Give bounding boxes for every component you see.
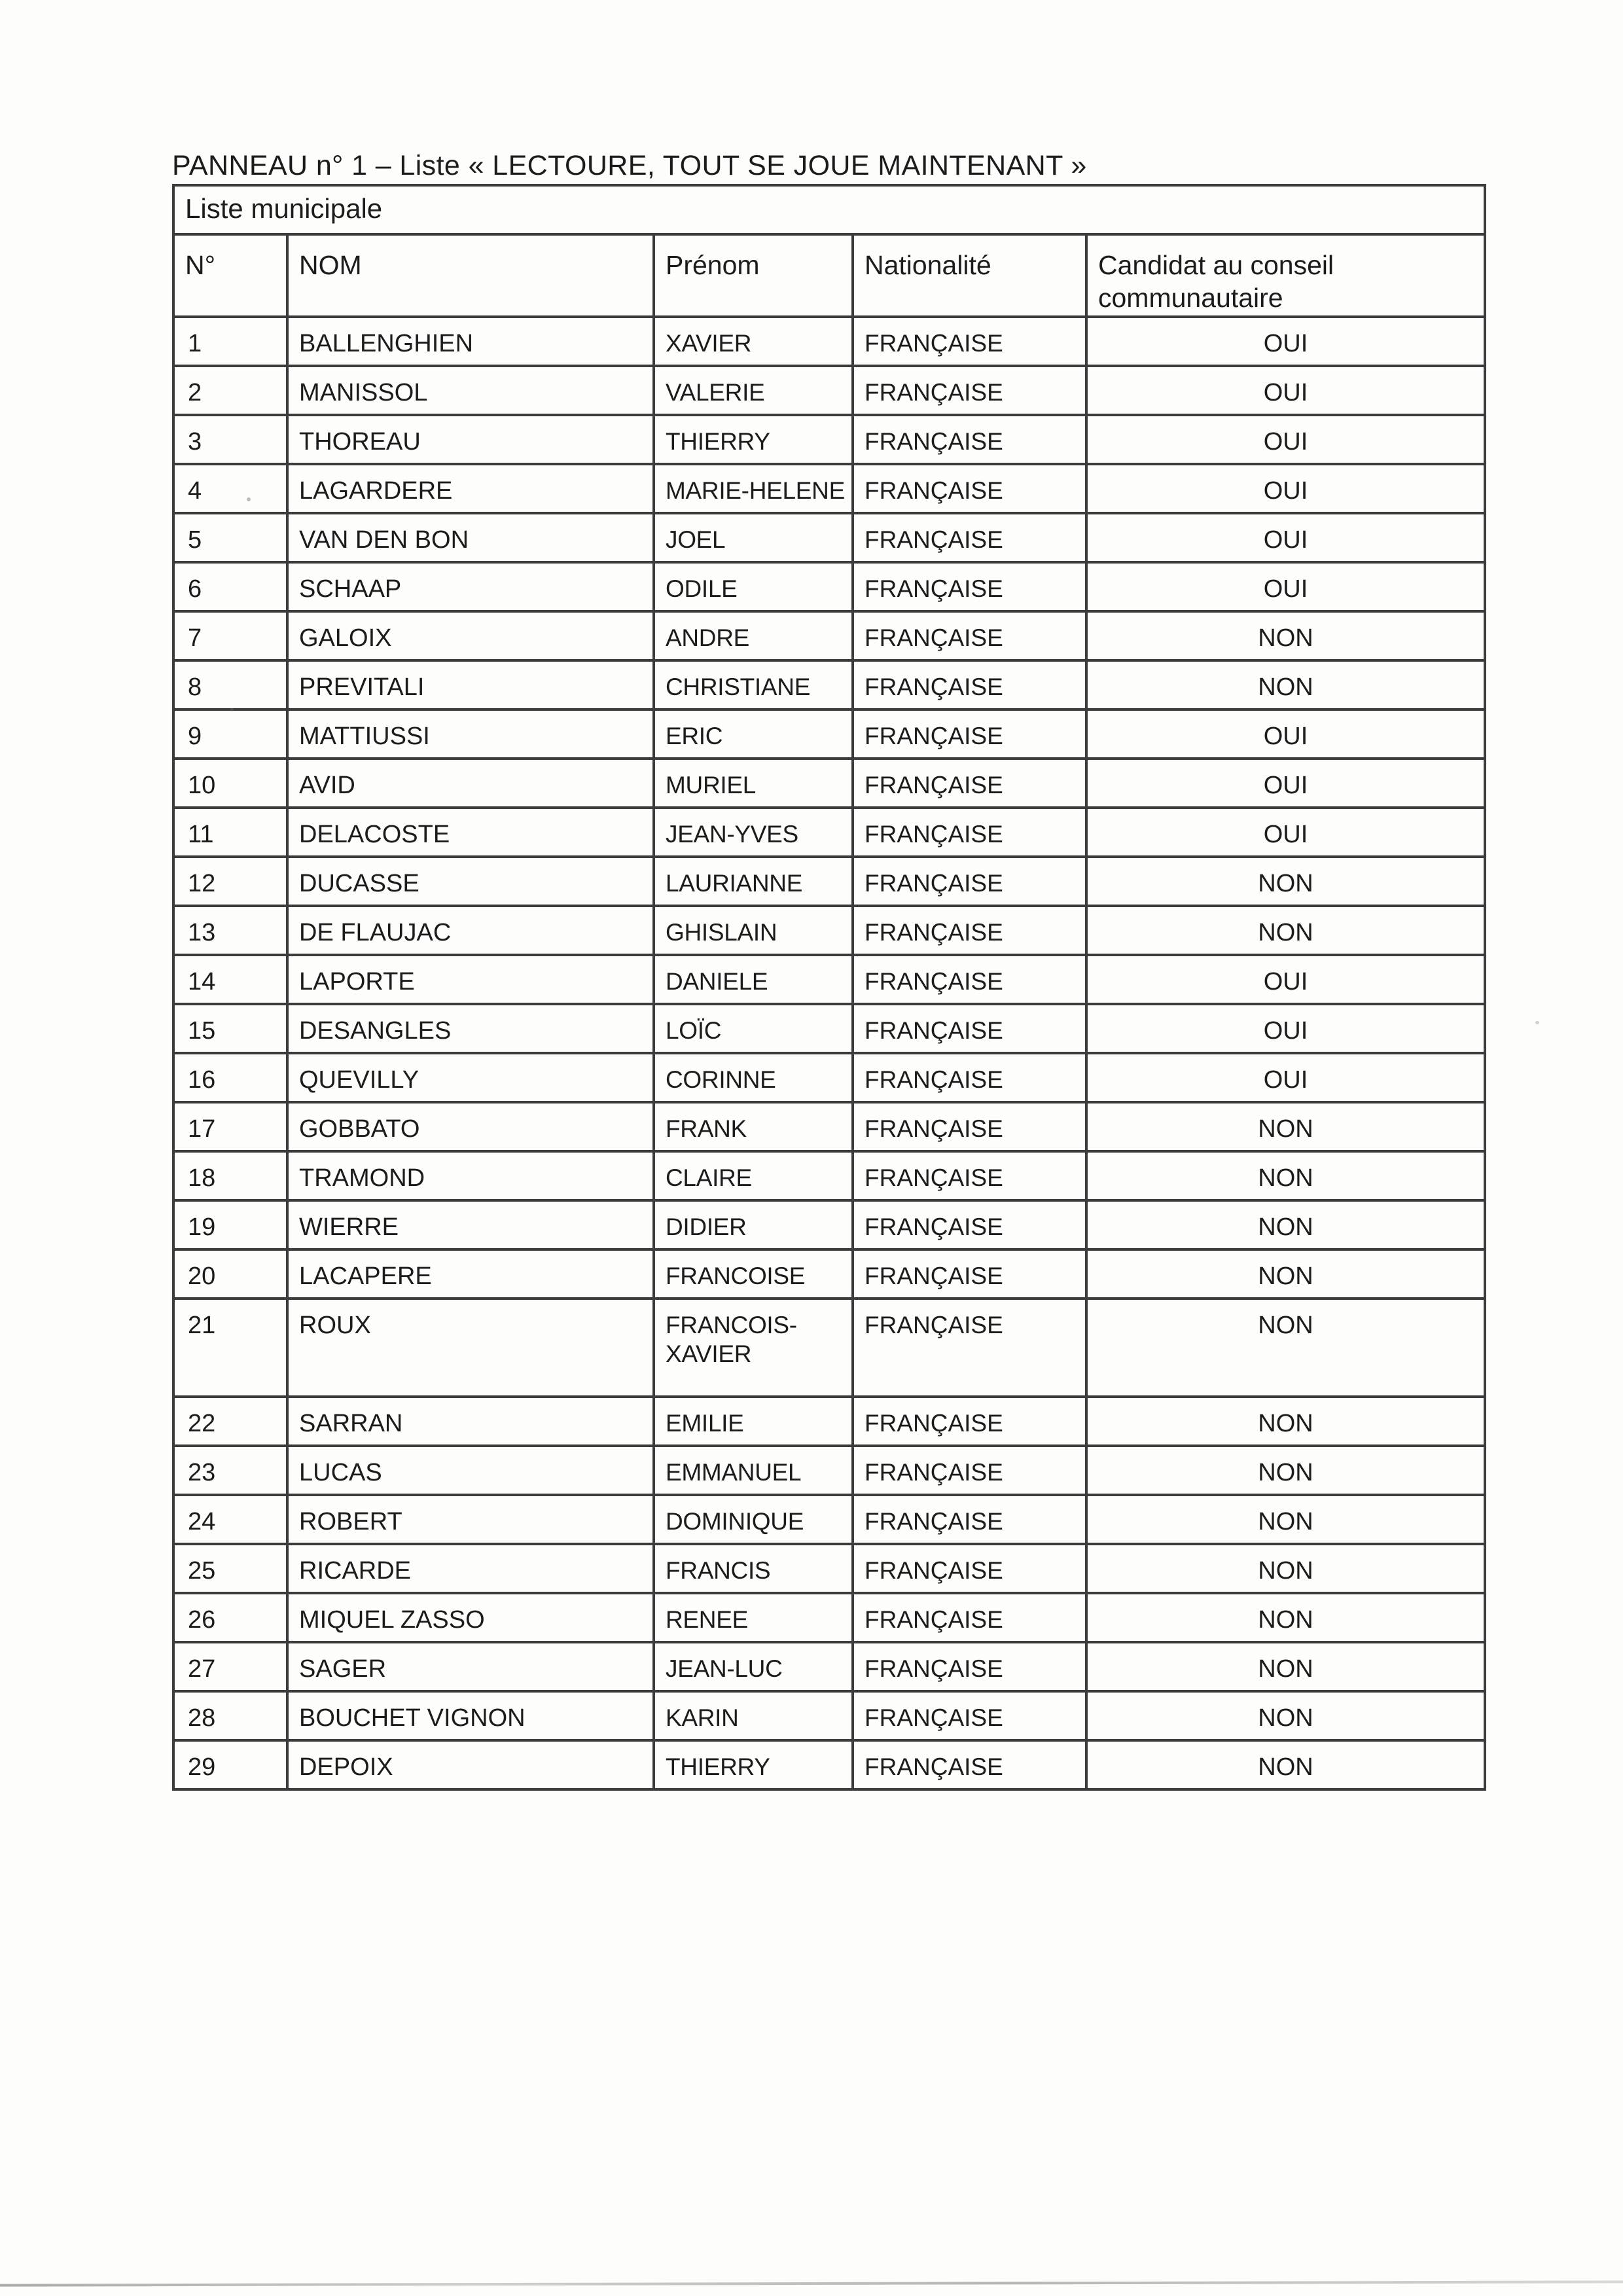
prenom-cell: THIERRY bbox=[654, 415, 853, 464]
candidate-table bbox=[172, 184, 1486, 1791]
nationalite-cell: FRANÇAISE bbox=[853, 1004, 1086, 1053]
row-number-cell: 14 bbox=[173, 955, 287, 1004]
row-number-cell: 9 bbox=[173, 709, 287, 759]
row-number-cell: 17 bbox=[173, 1102, 287, 1151]
nom-cell: MANISSOL bbox=[287, 366, 654, 415]
nationalite-cell: FRANÇAISE bbox=[853, 1299, 1086, 1397]
table-row bbox=[173, 1102, 1485, 1151]
candidat-cell: OUI bbox=[1086, 709, 1485, 759]
row-number-cell: 20 bbox=[173, 1249, 287, 1299]
nationalite-cell: FRANÇAISE bbox=[853, 562, 1086, 611]
candidat-cell: OUI bbox=[1086, 562, 1485, 611]
candidat-cell: NON bbox=[1086, 906, 1485, 955]
row-number-cell: 21 bbox=[173, 1299, 287, 1397]
prenom-cell: FRANCOISE bbox=[654, 1249, 853, 1299]
nationalite-cell: FRANÇAISE bbox=[853, 1200, 1086, 1249]
prenom-cell: CHRISTIANE bbox=[654, 660, 853, 709]
row-number-cell: 2 bbox=[173, 366, 287, 415]
table-caption-row bbox=[173, 185, 1485, 234]
candidat-cell: NON bbox=[1086, 1397, 1485, 1446]
row-number-cell: 13 bbox=[173, 906, 287, 955]
row-number-cell: 16 bbox=[173, 1053, 287, 1102]
nom-cell: BOUCHET VIGNON bbox=[287, 1691, 654, 1740]
scan-artifact-line bbox=[0, 2280, 1623, 2286]
row-number-cell: 10 bbox=[173, 759, 287, 808]
nom-cell: DESANGLES bbox=[287, 1004, 654, 1053]
row-number-cell: 5 bbox=[173, 513, 287, 562]
table-row bbox=[173, 1642, 1485, 1691]
nom-cell: ROBERT bbox=[287, 1495, 654, 1544]
prenom-cell: ANDRE bbox=[654, 611, 853, 660]
row-number-cell: 19 bbox=[173, 1200, 287, 1249]
prenom-cell: MURIEL bbox=[654, 759, 853, 808]
nationalite-cell: FRANÇAISE bbox=[853, 1446, 1086, 1495]
candidat-cell: OUI bbox=[1086, 759, 1485, 808]
nom-cell: LAGARDERE bbox=[287, 464, 654, 513]
nationalite-cell: FRANÇAISE bbox=[853, 1102, 1086, 1151]
row-number-cell: 4 bbox=[173, 464, 287, 513]
prenom-cell: JOEL bbox=[654, 513, 853, 562]
row-number-cell: 15 bbox=[173, 1004, 287, 1053]
table-row bbox=[173, 1740, 1485, 1789]
table-row bbox=[173, 562, 1485, 611]
nationalite-cell: FRANÇAISE bbox=[853, 1151, 1086, 1200]
row-number-cell: 25 bbox=[173, 1544, 287, 1593]
row-number-cell: 23 bbox=[173, 1446, 287, 1495]
candidat-cell: NON bbox=[1086, 1151, 1485, 1200]
nom-cell: AVID bbox=[287, 759, 654, 808]
nom-cell: GALOIX bbox=[287, 611, 654, 660]
row-number-cell: 18 bbox=[173, 1151, 287, 1200]
nationalite-cell: FRANÇAISE bbox=[853, 464, 1086, 513]
page-title: PANNEAU n° 1 – Liste « LECTOURE, TOUT SE JOUE MAINTENANT » bbox=[172, 150, 1087, 181]
candidat-cell: NON bbox=[1086, 1691, 1485, 1740]
candidat-cell: OUI bbox=[1086, 808, 1485, 857]
prenom-cell: LOÏC bbox=[654, 1004, 853, 1053]
nom-cell: PREVITALI bbox=[287, 660, 654, 709]
candidat-cell: NON bbox=[1086, 1495, 1485, 1544]
prenom-cell: ODILE bbox=[654, 562, 853, 611]
table-row bbox=[173, 808, 1485, 857]
nom-cell: GOBBATO bbox=[287, 1102, 654, 1151]
nom-cell: BALLENGHIEN bbox=[287, 317, 654, 366]
candidat-cell: OUI bbox=[1086, 464, 1485, 513]
prenom-cell: ERIC bbox=[654, 709, 853, 759]
table-body bbox=[173, 317, 1485, 1789]
table-row bbox=[173, 759, 1485, 808]
nationalite-cell: FRANÇAISE bbox=[853, 1249, 1086, 1299]
row-number-cell: 26 bbox=[173, 1593, 287, 1642]
scan-speck bbox=[230, 708, 234, 711]
nom-cell: DE FLAUJAC bbox=[287, 906, 654, 955]
table-row bbox=[173, 1691, 1485, 1740]
row-number-cell: 27 bbox=[173, 1642, 287, 1691]
nationalite-cell: FRANÇAISE bbox=[853, 955, 1086, 1004]
col-header-candidat: Candidat au conseil communautaire bbox=[1086, 234, 1485, 317]
table-row bbox=[173, 317, 1485, 366]
prenom-cell: EMILIE bbox=[654, 1397, 853, 1446]
prenom-cell: MARIE-HELENE bbox=[654, 464, 853, 513]
prenom-cell: DANIELE bbox=[654, 955, 853, 1004]
candidat-cell: NON bbox=[1086, 1740, 1485, 1789]
candidat-cell: NON bbox=[1086, 611, 1485, 660]
candidat-cell: NON bbox=[1086, 857, 1485, 906]
nationalite-cell: FRANÇAISE bbox=[853, 513, 1086, 562]
table-row bbox=[173, 1053, 1485, 1102]
nom-cell: MATTIUSSI bbox=[287, 709, 654, 759]
col-header-nom: NOM bbox=[287, 234, 654, 317]
nom-cell: VAN DEN BON bbox=[287, 513, 654, 562]
prenom-cell: THIERRY bbox=[654, 1740, 853, 1789]
nom-cell: QUEVILLY bbox=[287, 1053, 654, 1102]
candidat-cell: NON bbox=[1086, 1102, 1485, 1151]
nationalite-cell: FRANÇAISE bbox=[853, 611, 1086, 660]
candidat-cell: OUI bbox=[1086, 415, 1485, 464]
candidat-cell: NON bbox=[1086, 1249, 1485, 1299]
col-header-prenom: Prénom bbox=[654, 234, 853, 317]
nom-cell: SARRAN bbox=[287, 1397, 654, 1446]
nationalite-cell: FRANÇAISE bbox=[853, 1053, 1086, 1102]
candidat-cell: NON bbox=[1086, 1299, 1485, 1397]
table-header-row bbox=[173, 234, 1485, 317]
nom-cell: LACAPERE bbox=[287, 1249, 654, 1299]
col-header-nationalite: Nationalité bbox=[853, 234, 1086, 317]
row-number-cell: 28 bbox=[173, 1691, 287, 1740]
table-row bbox=[173, 1249, 1485, 1299]
row-number-cell: 6 bbox=[173, 562, 287, 611]
nationalite-cell: FRANÇAISE bbox=[853, 415, 1086, 464]
nationalite-cell: FRANÇAISE bbox=[853, 808, 1086, 857]
nationalite-cell: FRANÇAISE bbox=[853, 1740, 1086, 1789]
row-number-cell: 7 bbox=[173, 611, 287, 660]
prenom-cell: XAVIER bbox=[654, 317, 853, 366]
table-row bbox=[173, 513, 1485, 562]
prenom-cell: RENEE bbox=[654, 1593, 853, 1642]
nom-cell: RICARDE bbox=[287, 1544, 654, 1593]
row-number-cell: 12 bbox=[173, 857, 287, 906]
table-caption: Liste municipale bbox=[173, 185, 1485, 234]
nationalite-cell: FRANÇAISE bbox=[853, 366, 1086, 415]
nationalite-cell: FRANÇAISE bbox=[853, 1593, 1086, 1642]
table-row bbox=[173, 857, 1485, 906]
prenom-cell: FRANCIS bbox=[654, 1544, 853, 1593]
nationalite-cell: FRANÇAISE bbox=[853, 709, 1086, 759]
nom-cell: THOREAU bbox=[287, 415, 654, 464]
nom-cell: LUCAS bbox=[287, 1446, 654, 1495]
table-row bbox=[173, 464, 1485, 513]
nationalite-cell: FRANÇAISE bbox=[853, 317, 1086, 366]
nom-cell: TRAMOND bbox=[287, 1151, 654, 1200]
row-number-cell: 24 bbox=[173, 1495, 287, 1544]
candidat-cell: NON bbox=[1086, 1642, 1485, 1691]
table-row bbox=[173, 709, 1485, 759]
prenom-cell: JEAN-LUC bbox=[654, 1642, 853, 1691]
prenom-cell: KARIN bbox=[654, 1691, 853, 1740]
nationalite-cell: FRANÇAISE bbox=[853, 1544, 1086, 1593]
row-number-cell: 22 bbox=[173, 1397, 287, 1446]
nom-cell: DELACOSTE bbox=[287, 808, 654, 857]
candidat-cell: NON bbox=[1086, 1200, 1485, 1249]
table-row bbox=[173, 1397, 1485, 1446]
nom-cell: SCHAAP bbox=[287, 562, 654, 611]
nationalite-cell: FRANÇAISE bbox=[853, 906, 1086, 955]
candidat-cell: NON bbox=[1086, 1593, 1485, 1642]
nom-cell: LAPORTE bbox=[287, 955, 654, 1004]
prenom-cell: CORINNE bbox=[654, 1053, 853, 1102]
candidat-cell: OUI bbox=[1086, 513, 1485, 562]
candidat-cell: OUI bbox=[1086, 1004, 1485, 1053]
candidat-cell: NON bbox=[1086, 660, 1485, 709]
prenom-cell: EMMANUEL bbox=[654, 1446, 853, 1495]
nationalite-cell: FRANÇAISE bbox=[853, 1642, 1086, 1691]
nom-cell: ROUX bbox=[287, 1299, 654, 1397]
prenom-cell: CLAIRE bbox=[654, 1151, 853, 1200]
table-row bbox=[173, 660, 1485, 709]
candidat-cell: NON bbox=[1086, 1544, 1485, 1593]
nom-cell: WIERRE bbox=[287, 1200, 654, 1249]
scan-speck bbox=[247, 497, 251, 501]
candidat-cell: NON bbox=[1086, 1446, 1485, 1495]
prenom-cell: LAURIANNE bbox=[654, 857, 853, 906]
prenom-cell: DIDIER bbox=[654, 1200, 853, 1249]
scan-speck bbox=[1535, 1021, 1539, 1024]
table-row bbox=[173, 906, 1485, 955]
nationalite-cell: FRANÇAISE bbox=[853, 660, 1086, 709]
prenom-cell: FRANCOIS-XAVIER bbox=[654, 1299, 853, 1397]
row-number-cell: 11 bbox=[173, 808, 287, 857]
table-row bbox=[173, 366, 1485, 415]
candidat-cell: OUI bbox=[1086, 955, 1485, 1004]
prenom-cell: FRANK bbox=[654, 1102, 853, 1151]
nationalite-cell: FRANÇAISE bbox=[853, 1397, 1086, 1446]
row-number-cell: 29 bbox=[173, 1740, 287, 1789]
candidat-cell: OUI bbox=[1086, 1053, 1485, 1102]
row-number-cell: 8 bbox=[173, 660, 287, 709]
col-header-num: N° bbox=[173, 234, 287, 317]
nom-cell: DEPOIX bbox=[287, 1740, 654, 1789]
nom-cell: SAGER bbox=[287, 1642, 654, 1691]
nationalite-cell: FRANÇAISE bbox=[853, 759, 1086, 808]
table-row bbox=[173, 955, 1485, 1004]
prenom-cell: JEAN-YVES bbox=[654, 808, 853, 857]
row-number-cell: 3 bbox=[173, 415, 287, 464]
candidat-cell: OUI bbox=[1086, 317, 1485, 366]
prenom-cell: VALERIE bbox=[654, 366, 853, 415]
nationalite-cell: FRANÇAISE bbox=[853, 1691, 1086, 1740]
prenom-cell: DOMINIQUE bbox=[654, 1495, 853, 1544]
table-row bbox=[173, 1200, 1485, 1249]
prenom-cell: GHISLAIN bbox=[654, 906, 853, 955]
table-row bbox=[173, 1446, 1485, 1495]
table-row bbox=[173, 611, 1485, 660]
table-row bbox=[173, 1299, 1485, 1397]
table-row bbox=[173, 1004, 1485, 1053]
nom-cell: DUCASSE bbox=[287, 857, 654, 906]
row-number-cell: 1 bbox=[173, 317, 287, 366]
nom-cell: MIQUEL ZASSO bbox=[287, 1593, 654, 1642]
table-row bbox=[173, 1593, 1485, 1642]
nationalite-cell: FRANÇAISE bbox=[853, 1495, 1086, 1544]
table-row bbox=[173, 1151, 1485, 1200]
table-row bbox=[173, 1495, 1485, 1544]
nationalite-cell: FRANÇAISE bbox=[853, 857, 1086, 906]
table-row bbox=[173, 415, 1485, 464]
candidat-cell: OUI bbox=[1086, 366, 1485, 415]
table-row bbox=[173, 1544, 1485, 1593]
